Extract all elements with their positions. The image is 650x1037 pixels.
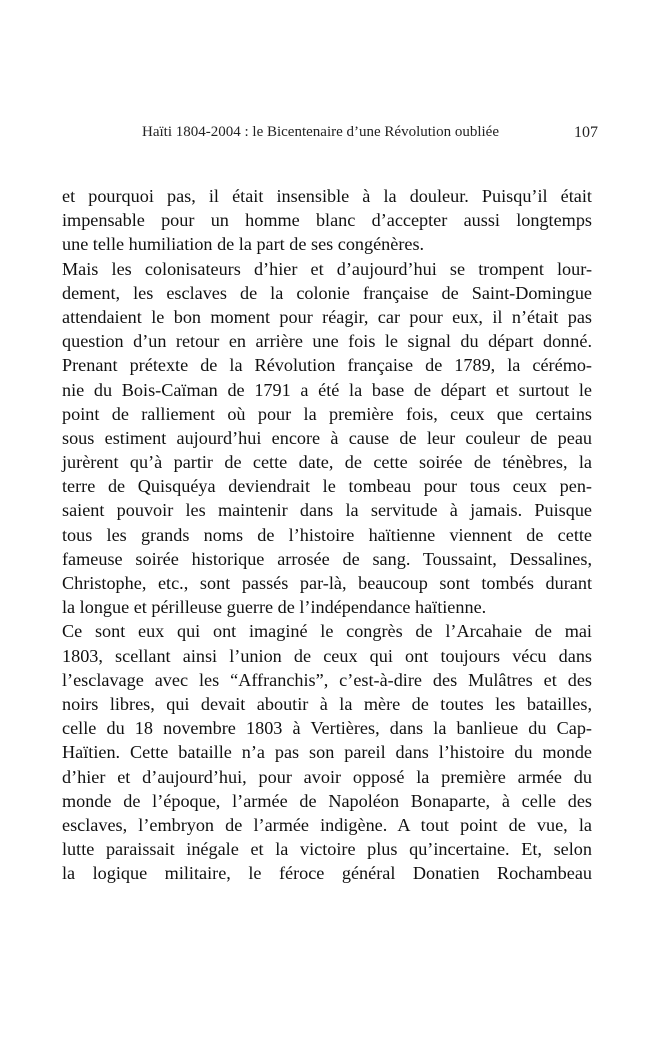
running-header (62, 124, 598, 144)
text-line: l’esclavage avec les “Affranchis”, c’est-à-dire des Mulâtres et des (62, 669, 592, 690)
text-line: Prenant prétexte de la Révolution française de 1789, la cérémo- (62, 355, 592, 376)
text-line: et pourquoi pas, il était insensible à la douleur. Puisqu’il était (62, 186, 592, 206)
body-text (62, 184, 592, 885)
running-title: Haïti 1804-2004 : le Bicentenaire d’une Révolution oubliée (142, 124, 499, 140)
text-line: sous estiment aujourd’hui encore à cause de leur couleur de peau (62, 427, 592, 448)
text-line: Haïtien. Cette bataille n’a pas son pareil dans l’histoire du monde (62, 742, 592, 763)
text-line: dement, les esclaves de la colonie française de Saint-Domingue (62, 282, 592, 303)
text-line: Christophe, etc., sont passés par-là, beaucoup sont tombés durant (62, 573, 592, 593)
text-line: question d’un retour en arrière une fois le signal du départ donné. (62, 331, 592, 352)
text-line: tous les grands noms de l’histoire haïtienne viennent de cette (62, 524, 592, 545)
text-line: Ce sont eux qui ont imaginé le congrès de l’Arcahaie de mai (62, 621, 592, 642)
text-line: jurèrent qu’à partir de cette date, de cette soirée de ténèbres, la (62, 452, 592, 473)
text-line: terre de Quisquéya deviendrait le tombeau pour tous ceux pen- (62, 476, 592, 497)
text-line: d’hier et d’aujourd’hui, pour avoir opposé la première armée du (62, 766, 592, 787)
text-line: attendaient le bon moment pour réagir, car pour eux, il n’était pas (62, 306, 592, 327)
text-line: esclaves, l’embryon de l’armée indigène. A tout point de vue, la (62, 814, 592, 835)
text-line: lutte paraissait inégale et la victoire plus qu’incertaine. Et, selon (62, 839, 592, 860)
text-line: la longue et périlleuse guerre de l’indépendance haïtienne. (62, 597, 487, 618)
text-line: nie du Bois-Caïman de 1791 a été la base de départ et surtout le (62, 379, 592, 400)
text-line: saient pouvoir les maintenir dans la servitude à jamais. Puisque (62, 500, 592, 521)
text-line: une telle humiliation de la part de ses congénères. (62, 234, 425, 255)
text-line: impensable pour un homme blanc d’accepter aussi longtemps (62, 210, 592, 231)
text-line: point de ralliement où pour la première fois, ceux que certains (62, 403, 592, 424)
text-line: celle du 18 novembre 1803 à Vertières, dans la banlieue du Cap- (62, 718, 592, 739)
text-line: monde de l’époque, l’armée de Napoléon Bonaparte, à celle des (62, 790, 592, 811)
text-line: 1803, scellant ainsi l’union de ceux qui ont toujours vécu dans (62, 645, 592, 666)
text-line: noirs libres, qui devait aboutir à la mère de toutes les batailles, (62, 693, 592, 714)
text-line: la logique militaire, le féroce général Donatien Rochambeau (62, 863, 592, 884)
text-line: fameuse soirée historique arrosée de sang. Toussaint, Dessalines, (62, 548, 592, 569)
page-number: 107 (574, 124, 598, 141)
text-line: Mais les colonisateurs d’hier et d’aujourd’hui se trompent lour- (62, 258, 592, 279)
